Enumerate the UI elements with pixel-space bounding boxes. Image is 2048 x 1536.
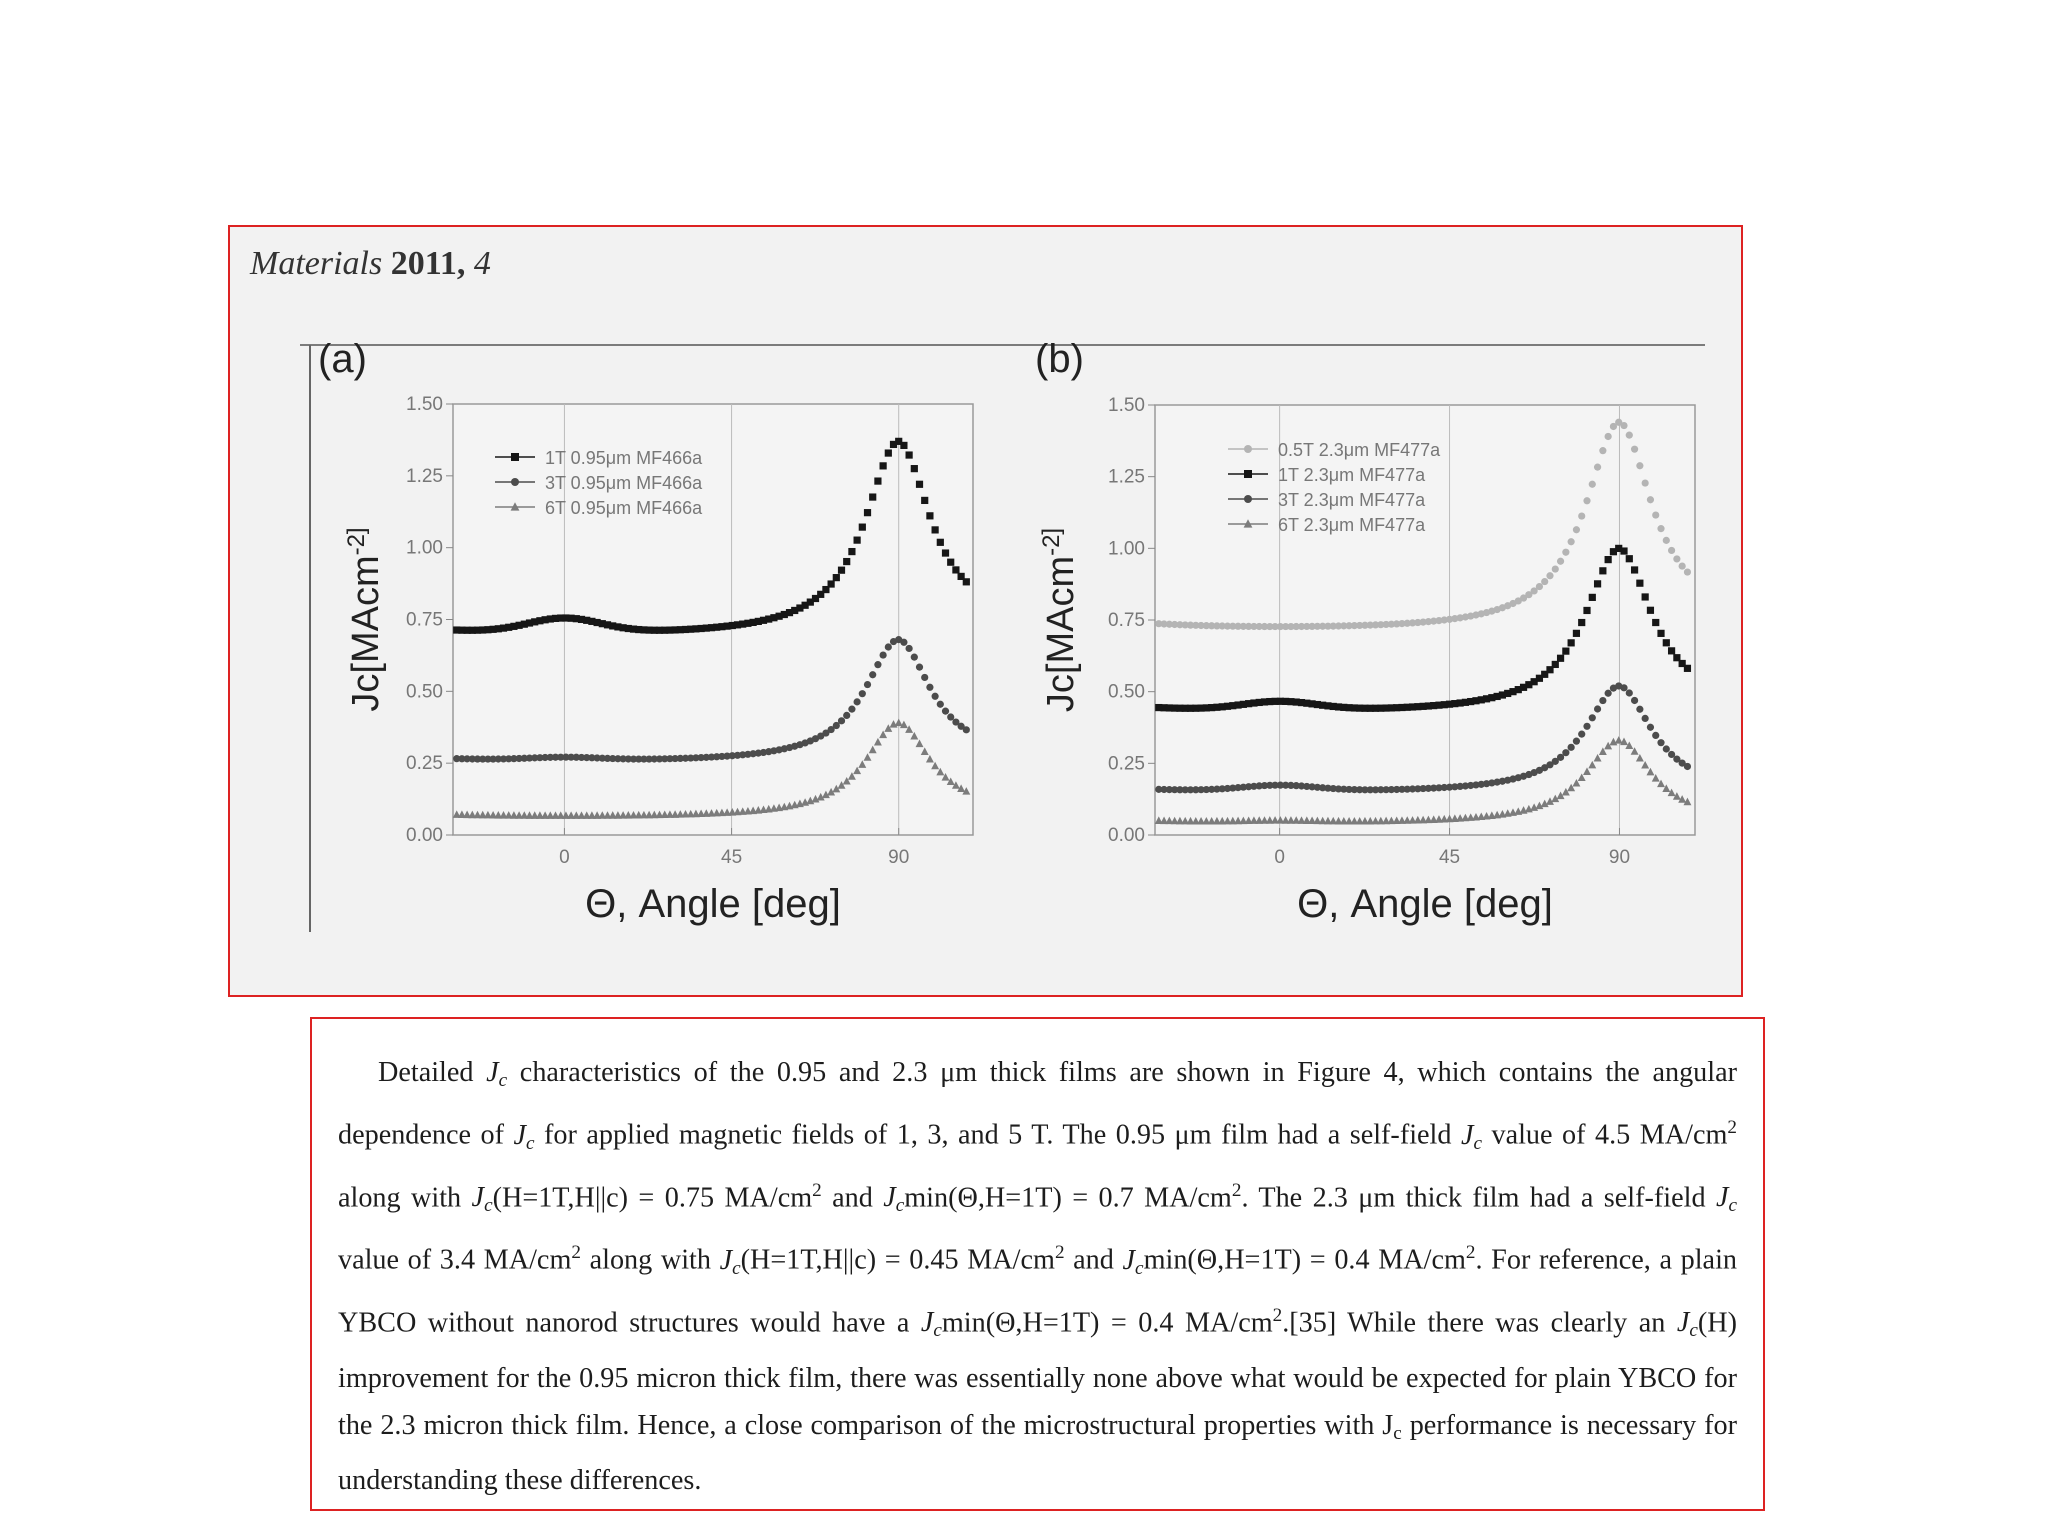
data-point — [952, 566, 959, 573]
x-axis-label: Θ, Angle [deg] — [1297, 882, 1553, 926]
jc-letter: J — [513, 1119, 527, 1151]
y-tick-label: 0.25 — [406, 753, 443, 775]
data-point — [1573, 630, 1580, 637]
jc-letter: J — [471, 1182, 485, 1214]
data-point — [828, 580, 835, 587]
jc-subscript: c — [498, 1069, 508, 1091]
text-run: min(Θ,H=1T) = 0.4 MA/cm — [1143, 1244, 1466, 1276]
data-point — [1684, 568, 1691, 575]
y-tick-label: 1.50 — [406, 394, 443, 415]
y-axis-label: Jc[MAcm$^{-2]}$ — [343, 527, 387, 712]
jc-letter: J — [920, 1307, 934, 1339]
data-point — [1599, 447, 1606, 454]
y-axis-label: Jc[MAcm$^{-2]}$ — [1038, 527, 1082, 713]
data-point — [932, 693, 939, 700]
data-point — [1626, 555, 1633, 562]
data-point — [926, 684, 933, 691]
y-tick-label: 1.00 — [406, 537, 443, 559]
y-tick-label: 0.25 — [1108, 753, 1145, 775]
data-point — [1647, 724, 1654, 731]
text-run: performance is necessary for understanding these differences. — [338, 1409, 1738, 1496]
superscript: 2 — [1054, 1242, 1065, 1264]
data-point — [885, 643, 892, 650]
superscript: 2 — [1727, 1117, 1737, 1139]
text-run: (H=1T,H||c) = 0.45 MA/cm — [740, 1244, 1055, 1276]
jc-symbol — [719, 1244, 741, 1279]
data-point — [1636, 706, 1643, 713]
data-point — [1589, 481, 1596, 488]
data-point — [854, 698, 861, 705]
legend-entry: 0.5T 2.3μm MF477a — [1278, 440, 1441, 460]
legend-entry: 6T 0.95μm MF466a — [545, 498, 703, 518]
legend-entry: 6T 2.3μm MF477a — [1278, 515, 1426, 535]
data-point — [880, 462, 887, 469]
jc-letter: J — [1676, 1307, 1690, 1339]
data-point — [942, 549, 949, 556]
data-point — [937, 539, 944, 546]
data-point — [1679, 562, 1686, 569]
data-point — [1578, 731, 1585, 738]
data-point — [864, 681, 871, 688]
data-point — [1599, 697, 1606, 704]
x-tick-label: 0 — [559, 847, 570, 868]
legend-marker — [1244, 470, 1252, 478]
data-point — [932, 526, 939, 533]
data-point — [1684, 763, 1691, 770]
data-point — [916, 664, 923, 671]
data-point — [1568, 744, 1575, 751]
y-tick-label: 0.75 — [1108, 610, 1145, 631]
jc-symbol — [1715, 1182, 1737, 1216]
jc-letter: J — [1715, 1182, 1729, 1214]
jc-letter: J — [1460, 1119, 1474, 1151]
superscript: 2 — [812, 1179, 822, 1201]
data-point — [916, 481, 923, 488]
figure-svg — [230, 227, 1741, 995]
text-run: and — [821, 1182, 884, 1214]
text-run: along with — [580, 1244, 720, 1276]
y-axis-label-superscript: -2] — [343, 527, 370, 556]
text-run: value of 4.5 MA/cm — [1482, 1119, 1728, 1151]
data-point — [1536, 583, 1543, 590]
journal-header — [250, 245, 491, 283]
data-point — [1573, 526, 1580, 533]
data-point — [1684, 665, 1691, 672]
data-point — [843, 712, 850, 719]
data-point — [1594, 580, 1601, 587]
y-tick-label: 0.50 — [406, 681, 443, 703]
data-point — [880, 651, 887, 658]
jc-letter: J — [1122, 1244, 1136, 1276]
data-point — [1663, 639, 1670, 646]
data-point — [911, 654, 918, 661]
text-run: min(Θ,H=1T) = 0.4 MA/cm — [941, 1307, 1273, 1339]
data-point — [1568, 639, 1575, 646]
x-tick-label: 45 — [721, 847, 743, 868]
data-point — [1631, 697, 1638, 704]
text-run: . The 2.3 μm thick film had a self-field — [1241, 1182, 1716, 1214]
x-axis-label: Θ, Angle [deg] — [585, 882, 841, 926]
data-point — [1668, 547, 1675, 554]
panel-label: (b) — [1035, 337, 1084, 381]
text-run: and — [1064, 1244, 1123, 1276]
x-tick-label: 90 — [1608, 847, 1631, 868]
jc-symbol — [920, 1307, 942, 1342]
data-point — [1652, 511, 1659, 518]
data-point — [1583, 607, 1590, 614]
text-run: min(Θ,H=1T) = 0.7 MA/cm — [904, 1182, 1232, 1214]
data-point — [874, 477, 881, 484]
superscript: 2 — [1231, 1179, 1242, 1201]
data-point — [947, 559, 954, 566]
legend-marker — [1244, 445, 1252, 453]
jc-letter: J — [883, 1182, 896, 1214]
data-point — [1605, 690, 1612, 697]
data-point — [1605, 556, 1612, 563]
data-point — [869, 671, 876, 678]
data-point — [1663, 745, 1670, 752]
text-box — [310, 1017, 1765, 1511]
y-axis-label-superscript: -2] — [1038, 527, 1065, 556]
data-point — [864, 509, 871, 516]
data-point — [833, 574, 840, 581]
data-point — [926, 512, 933, 519]
data-point — [963, 578, 970, 585]
jc-subscript: c — [1135, 1257, 1144, 1279]
superscript: 2 — [571, 1242, 581, 1264]
data-point — [1594, 464, 1601, 471]
figure-box — [228, 225, 1743, 997]
data-point — [1552, 661, 1559, 668]
jc-symbol — [1460, 1119, 1482, 1154]
data-point — [947, 713, 954, 720]
legend-entry: 3T 2.3μm MF477a — [1278, 490, 1426, 510]
data-point — [900, 639, 907, 646]
data-point — [900, 442, 907, 449]
data-point — [848, 706, 855, 713]
jc-subscript: c — [1393, 1422, 1402, 1444]
data-point — [906, 645, 913, 652]
jc-subscript: c — [933, 1320, 942, 1342]
data-point — [859, 690, 866, 697]
y-tick-label: 0.75 — [406, 609, 443, 631]
data-point — [1546, 572, 1553, 579]
data-point — [1620, 422, 1627, 429]
x-tick-label: 45 — [1438, 847, 1461, 868]
jc-symbol — [1676, 1307, 1698, 1342]
data-point — [1642, 593, 1649, 600]
data-point — [1557, 558, 1564, 565]
data-point — [1620, 684, 1627, 691]
data-point — [1578, 512, 1585, 519]
y-tick-label: 1.25 — [406, 465, 443, 487]
superscript: 2 — [1272, 1304, 1283, 1326]
data-point — [1663, 537, 1670, 544]
text-run: along with — [338, 1182, 472, 1214]
text-run: for applied magnetic fields of 1, 3, and 5 T. The 0.95 μm film had a self-field — [534, 1119, 1461, 1151]
data-point — [1583, 723, 1590, 730]
data-point — [1626, 432, 1633, 439]
superscript: 2 — [1465, 1242, 1476, 1264]
data-point — [1541, 578, 1548, 585]
data-point — [854, 537, 861, 544]
data-point — [1562, 549, 1569, 556]
jc-subscript: c — [1689, 1320, 1698, 1342]
data-point — [1552, 565, 1559, 572]
data-point — [1626, 689, 1633, 696]
jc-subscript: c — [526, 1132, 535, 1154]
jc-symbol — [471, 1182, 493, 1216]
data-point — [1562, 749, 1569, 756]
data-point — [859, 524, 866, 531]
x-tick-label: 90 — [888, 847, 910, 868]
text-run: .[35] While there was clearly an — [1282, 1307, 1677, 1339]
jc-subscript: c — [1728, 1195, 1737, 1216]
y-tick-label: 0.50 — [1108, 681, 1145, 703]
data-point — [838, 717, 845, 724]
data-point — [937, 701, 944, 708]
chart-panel-a — [318, 337, 973, 926]
text-run: Detailed — [378, 1057, 487, 1088]
x-tick-label: 0 — [1274, 847, 1285, 868]
legend-entry: 1T 2.3μm MF477a — [1278, 465, 1426, 485]
legend-marker — [511, 453, 519, 461]
data-point — [838, 567, 845, 574]
legend-marker — [511, 478, 519, 486]
data-point — [1636, 462, 1643, 469]
y-tick-label: 1.00 — [1108, 538, 1145, 560]
y-tick-label: 1.50 — [1108, 395, 1145, 416]
jc-letter: J — [486, 1057, 499, 1088]
jc-symbol — [513, 1119, 535, 1154]
data-point — [1673, 555, 1680, 562]
data-point — [1647, 496, 1654, 503]
data-point — [874, 661, 881, 668]
data-point — [1642, 479, 1649, 486]
text-run: (H=1T,H||c) = 0.75 MA/cm — [492, 1182, 813, 1214]
jc-letter: J — [719, 1244, 733, 1276]
data-point — [1583, 497, 1590, 504]
data-point — [1657, 525, 1664, 532]
journal-name: Materials — [250, 245, 383, 282]
data-point — [1647, 607, 1654, 614]
text-run: (H) improvement for the 0.95 micron thick film, there was essentially none above what would be expected for plain YBCO for the 2.3 micron thick film. Hence, a close comparison of the microstructural properties with J — [338, 1307, 1737, 1441]
data-point — [869, 493, 876, 500]
data-point — [1652, 619, 1659, 626]
jc-subscript: c — [732, 1257, 741, 1279]
jc-subscript: c — [1473, 1132, 1482, 1154]
data-point — [963, 726, 970, 733]
data-point — [1636, 580, 1643, 587]
data-point — [1557, 655, 1564, 662]
chart-panel-b — [1035, 337, 1695, 926]
legend-entry: 3T 0.95μm MF466a — [545, 473, 703, 493]
jc-subscript: c — [484, 1195, 493, 1216]
data-point — [1668, 647, 1675, 654]
data-point — [1589, 594, 1596, 601]
data-point — [942, 708, 949, 715]
data-point — [1620, 547, 1627, 554]
journal-volume: 4 — [473, 245, 491, 282]
jc-symbol — [1122, 1244, 1144, 1279]
data-point — [843, 558, 850, 565]
data-point — [848, 548, 855, 555]
y-tick-label: 0.00 — [406, 825, 443, 846]
jc-subscript: c — [895, 1195, 905, 1216]
data-point — [1631, 446, 1638, 453]
data-point — [1589, 714, 1596, 721]
data-point — [1578, 619, 1585, 626]
paragraph — [338, 1049, 1737, 1504]
data-point — [1631, 566, 1638, 573]
data-point — [1573, 738, 1580, 745]
data-point — [1642, 715, 1649, 722]
panel-label: (a) — [318, 337, 367, 381]
data-point — [921, 497, 928, 504]
y-tick-label: 0.00 — [1108, 825, 1145, 846]
data-point — [1657, 739, 1664, 746]
jc-symbol — [486, 1057, 508, 1091]
data-point — [911, 465, 918, 472]
journal-year: 2011, — [390, 245, 466, 282]
text-run: . For reference, a plain YBCO without nanorod structures would have a — [338, 1244, 1737, 1339]
data-point — [1599, 567, 1606, 574]
data-point — [885, 449, 892, 456]
data-point — [921, 674, 928, 681]
legend-entry: 1T 0.95μm MF466a — [545, 448, 703, 468]
data-point — [1605, 433, 1612, 440]
y-tick-label: 1.25 — [1108, 466, 1145, 488]
legend-marker — [1244, 495, 1252, 503]
data-point — [1594, 705, 1601, 712]
data-point — [1562, 648, 1569, 655]
text-run: value of 3.4 MA/cm — [338, 1244, 572, 1276]
data-point — [1652, 732, 1659, 739]
data-point — [906, 451, 913, 458]
text-run: characteristics of the 0.95 and 2.3 μm thick films are shown in Figure 4, which contains the angular dependence of — [338, 1057, 1737, 1151]
data-point — [1568, 538, 1575, 545]
jc-symbol — [883, 1182, 905, 1216]
data-point — [1657, 630, 1664, 637]
